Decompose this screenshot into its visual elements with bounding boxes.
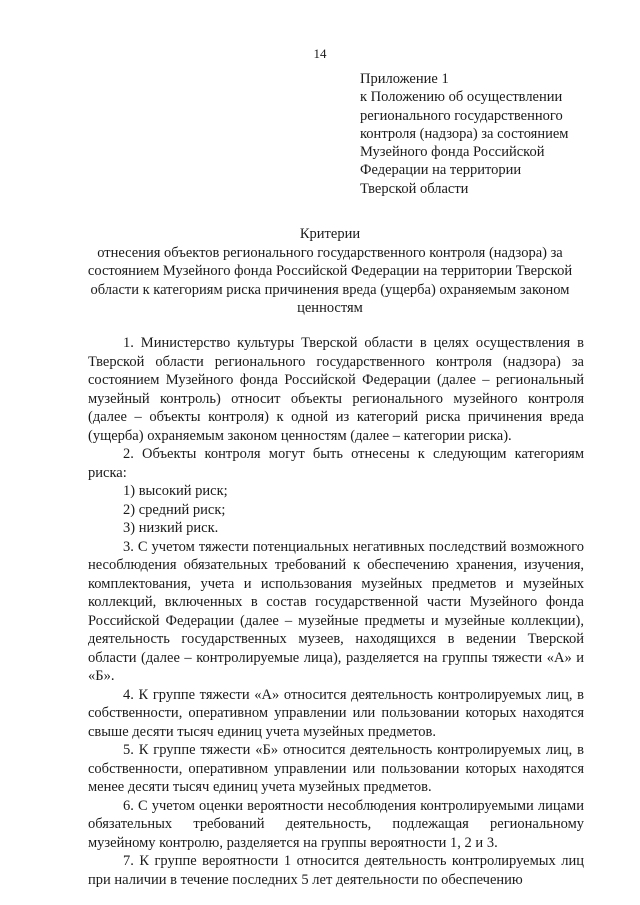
paragraph-4: 4. К группе тяжести «А» относится деятельность контролируемых лиц, в собственности, оперативном управлении или пользовании которых находятся свыше десяти тысяч единиц учета музейных предметов. xyxy=(88,686,584,740)
paragraph-5: 5. К группе тяжести «Б» относится деятельность контролируемых лиц, в собственности, оперативном управлении или пользовании которых находятся менее десяти тысяч единиц учета музейных предметов. xyxy=(88,742,584,795)
title-heading: Критерии xyxy=(299,226,361,242)
title-line: состоянием Музейного фонда Российской Федерации на территории Тверской xyxy=(87,263,573,280)
title-line: отнесения объектов регионального государственного контроля (надзора) за xyxy=(97,244,563,261)
title-line: ценностям xyxy=(297,300,363,317)
risk-category-low: 3) низкий риск. xyxy=(123,520,219,536)
appendix-block xyxy=(360,70,600,198)
appendix-line: Музейного фонда Российской xyxy=(360,144,545,161)
appendix-line: Приложение 1 xyxy=(360,71,449,87)
risk-category-medium: 2) средний риск; xyxy=(123,501,226,518)
appendix-line: Тверской области xyxy=(360,180,469,197)
title-line: области к категориям риска причинения вреда (ущерба) охраняемым законом xyxy=(90,281,570,298)
document-title xyxy=(80,225,580,318)
paragraph-3: 3. С учетом тяжести потенциальных негативных последствий возможного несоблюдения обязательных требований к обеспечению хранения, изучения, комплектования, учета и использования музейных предметов и музейных коллекций, включенных в состав государственной части Музейного фонда Российской Федерации (далее – музейные предметы и музейные коллекции), деятельность государственных музеев, находящихся в ведении Тверской области (далее – контролируемые лица), разделяется на группы тяжести «А» и «Б». xyxy=(88,538,584,684)
risk-category-high: 1) высокий риск; xyxy=(123,483,228,499)
appendix-line: Федерации на территории xyxy=(360,162,522,179)
paragraph-2: 2. Объекты контроля могут быть отнесены к следующим категориям риска: xyxy=(88,446,584,481)
document-body xyxy=(88,334,584,889)
paragraph-1: 1. Министерство культуры Тверской области в целях осуществления в Тверской области регионального государственного контроля (надзора) за состоянием Музейного фонда Российской Федерации (далее – региональный музейный контроль) относит объекты регионального музейного контроля (далее – объекты контроля) к одной из категорий риска причинения вреда (ущерба) охраняемым законом ценностям (далее – категории риска). xyxy=(88,335,584,444)
appendix-line: регионального государственного xyxy=(360,107,563,124)
page-number: 14 xyxy=(313,46,327,61)
appendix-line: контроля (надзора) за состоянием xyxy=(360,125,569,142)
appendix-line: к Положению об осуществлении xyxy=(360,89,563,106)
paragraph-6: 6. С учетом оценки вероятности несоблюдения контролируемыми лицами обязательных требований деятельность, подлежащая региональному музейному контролю, разделяется на группы вероятности 1, 2 и 3. xyxy=(88,797,584,851)
paragraph-7: 7. К группе вероятности 1 относится деятельность контролируемых лиц при наличии в течение последних 5 лет деятельности по обеспечению xyxy=(88,853,584,888)
